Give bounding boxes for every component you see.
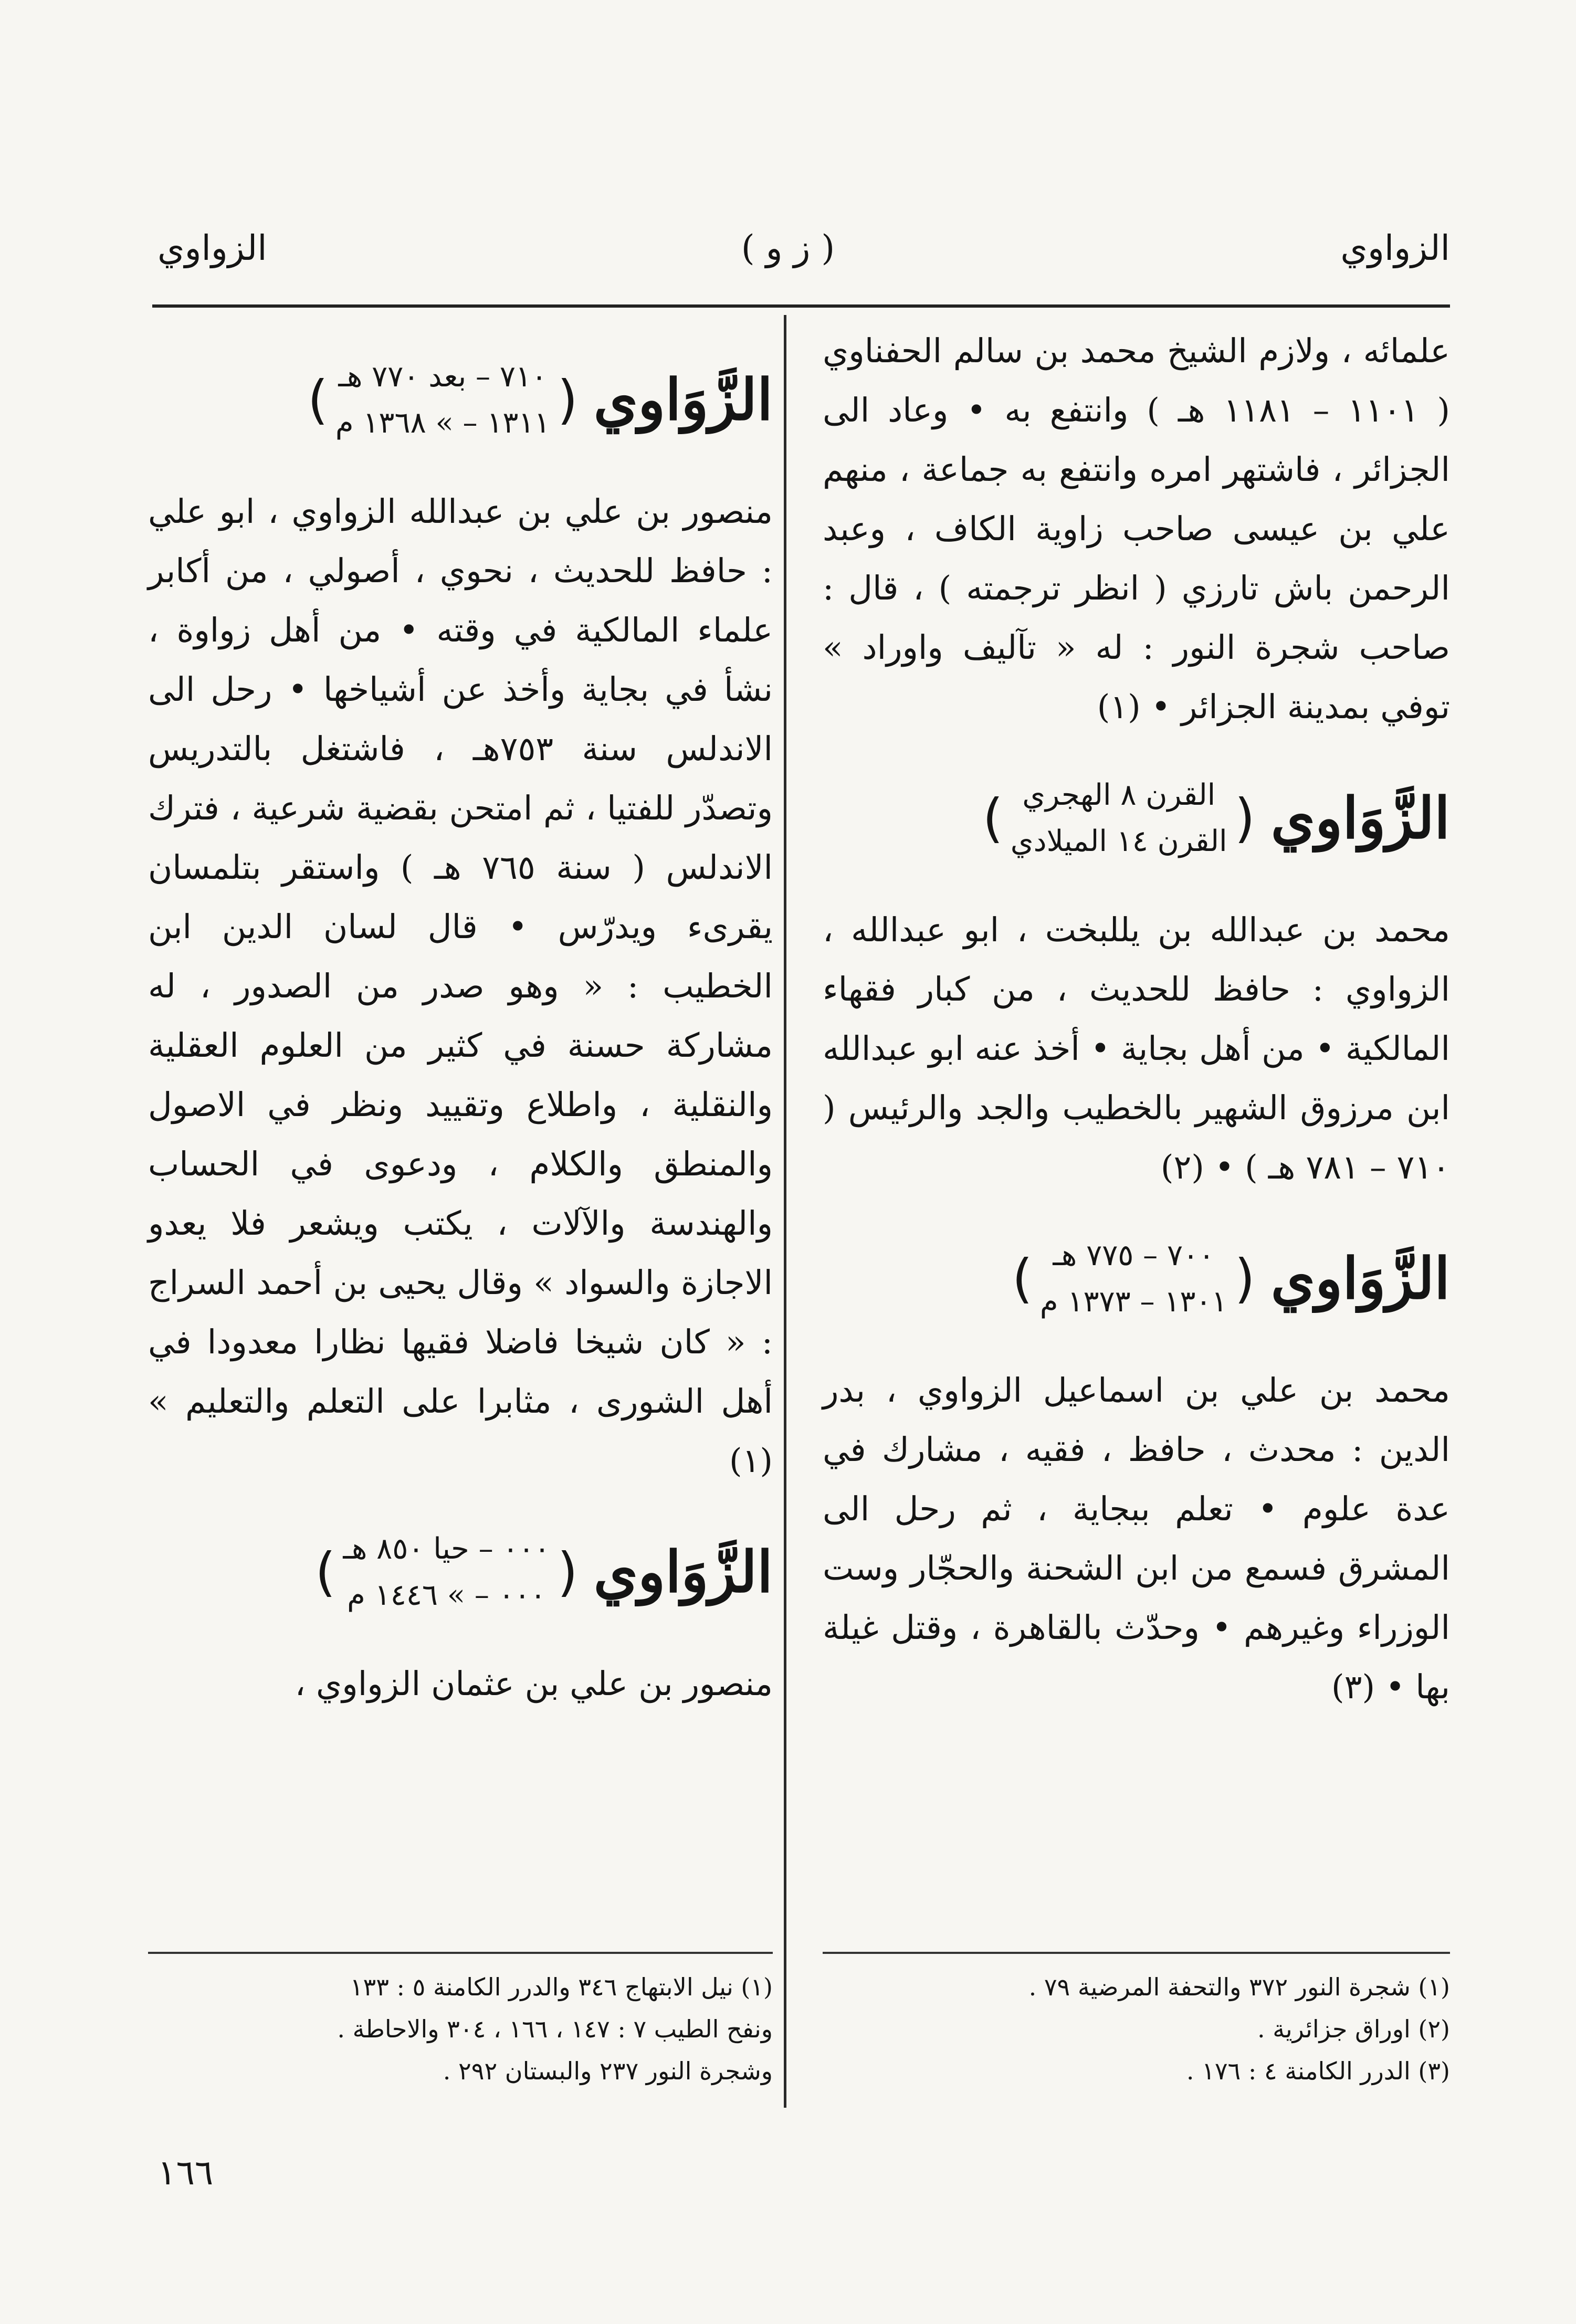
open-paren: ( [1234,1248,1255,1309]
running-header-left: الزواوي [157,228,267,268]
open-paren: ( [557,369,578,430]
column-divider [784,315,786,2108]
entry-text: منصور بن علي بن عبدالله الزواوي ، ابو علي : حافظ للحديث ، نحوي ، أصولي ، من أكابر علماء المالكية في وقته • من أهل زواوة ، نشأ في بجاية وأخذ عن أشياخها • رحل الى الاندلس سنة ٧٥٣هـ ، فاشتغل بالتدريس وتصدّر للفتيا ، ثم امتحن بقضية شرعية ، فترك الاندلس ( سنة ٧٦٥ هـ ) واستقر بتلمسان يقرىء ويدرّس • قال لسان الدين ابن الخطيب : « وهو صدر من الصدور ، له مشاركة حسنة في كثير من العلوم العقلية والنقلية ، واطلاع وتقييد ونظر في الاصول والمنطق والكلام ، ودعوى في الحساب والهندسة والآلات ، يكتب ويشعر فلا يعدو الاجازة والسواد » وقال يحيى بن أحمد السراج : « كان شيخا فاضلا فقيها نظارا معدودا في أهل الشورى ، مثابرا على التعلم والتعليم » (١) [148,492,773,1480]
page-number: ١٦٦ [157,2152,214,2193]
footnotes-right [823,1966,1450,2092]
footnote: (٣) الدرر الكامنة ٤ : ١٧٦ . [1186,2057,1450,2085]
footnote: وشجرة النور ٢٣٧ والبستان ٢٩٢ . [443,2057,773,2085]
entry-name: الزَّوَاوي [1270,785,1450,851]
close-paren: ) [315,1541,336,1603]
header-rule [152,304,1450,308]
date-hijri: ٠٠٠ – حيا ٨٥٠ هـ [343,1532,550,1566]
close-paren: ) [1012,1248,1033,1309]
date-gregorian: ٠٠٠ – » ١٤٤٦ م [347,1578,546,1612]
open-paren: ( [557,1541,578,1603]
entry-heading [148,321,773,479]
date-gregorian: القرن ١٤ الميلادي [1010,824,1227,858]
running-header-letters: ( ز و ) [741,228,835,268]
entry-name: الزَّوَاوي [1270,1246,1450,1312]
running-header-right: الزواوي [1340,228,1450,268]
footnote: (١) نيل الابتهاج ٣٤٦ والدرر الكامنة ٥ : ١٣٣ [350,1973,773,2001]
footnote-rule [148,1952,773,1954]
entry-name: الزَّوَاوي [593,1539,773,1605]
right-column [823,321,1450,1717]
open-paren: ( [1234,787,1255,849]
entry-dates [343,1526,550,1618]
footnote-rule [823,1952,1450,1954]
date-hijri: ٧١٠ – بعد ٧٧٠ هـ [338,360,548,394]
date-gregorian: ١٣١١ – » ١٣٦٨ م [335,406,550,440]
entry-text: محمد بن عبدالله بن يللبخت ، ابو عبدالله ، الزواوي : حافظ للحديث ، من كبار فقهاء المالكية • من أهل بجاية • أخذ عنه ابو عبدالله ابن مرزوق الشهير بالخطيب والجد والرئيس ( ٧١٠ – ٧٨١ هـ ) • (٢) [823,911,1450,1186]
close-paren: ) [307,369,328,430]
entry-dates [1040,1233,1227,1325]
left-column [148,321,773,1713]
entry-dates [335,354,550,446]
footnotes-left [148,1966,773,2092]
entry-dates [1011,772,1227,865]
date-hijri: ٧٠٠ – ٧٧٥ هـ [1053,1238,1215,1273]
entry-text: منصور بن علي بن عثمان الزواوي ، [295,1665,773,1703]
close-paren: ) [982,787,1003,849]
entry-heading [148,1494,773,1651]
entry-heading [823,1200,1450,1358]
entry-text: محمد بن علي بن اسماعيل الزواوي ، بدر الدين : محدث ، حافظ ، فقيه ، مشارك في عدة علوم • تعلم ببجاية ، ثم رحل الى المشرق فسمع من ابن الشحنة والحجّار وست الوزراء وغيرهم • وحدّث بالقاهرة ، وقتل غيلة بها • (٣) [823,1371,1450,1706]
footnote: (٢) اوراق جزائرية . [1257,2015,1450,2043]
footnote: (١) شجرة النور ٣٧٢ والتحفة المرضية ٧٩ . [1028,1973,1450,2001]
date-hijri: القرن ٨ الهجري [1022,778,1216,812]
continuation-text: علمائه ، ولازم الشيخ محمد بن سالم الحفناوي ( ١١٠١ – ١١٨١ هـ ) وانتفع به • وعاد الى الجزائر ، فاشتهر امره وانتفع به جماعة ، منهم علي بن عيسى صاحب زاوية الكاف ، وعبد الرحمن باش تارزي ( انظر ترجمته ) ، قال : صاحب شجرة النور : له « تآليف واوراد » توفي بمدينة الجزائر • (١) [823,332,1450,726]
entry-name: الزَّوَاوي [593,367,773,433]
footnote: ونفح الطيب ٧ : ١٤٧ ، ١٦٦ ، ٣٠٤ والاحاطة . [337,2015,773,2043]
date-gregorian: ١٣٠١ – ١٣٧٣ م [1039,1285,1227,1319]
entry-heading [823,740,1450,897]
